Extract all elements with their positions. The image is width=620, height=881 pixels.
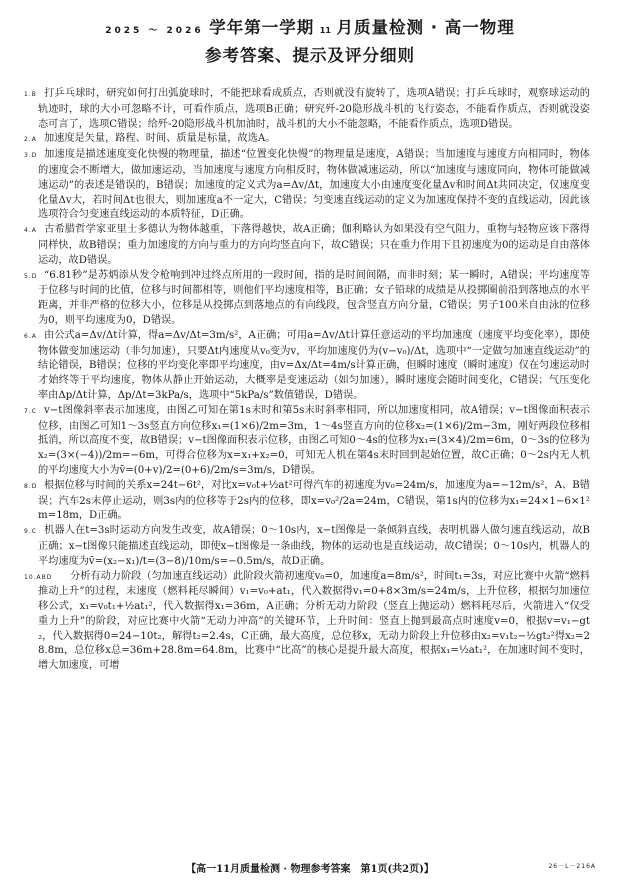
paper-code: 26－L－216A [548, 863, 596, 870]
answer-item [24, 570, 590, 675]
answer-item [24, 269, 590, 329]
answer-number: 5.D [24, 272, 38, 280]
answer-number: 8.D [24, 482, 38, 490]
answer-explanation: “6.81秒”是苏炳添从发令枪响到冲过终点所用的一段时间，指的是时间间隔，而非时刻；某一瞬时，A错误；平均速度等于位移与时间的比值，位移与时间都相等，则他们平均速度相等，B正确；女子铅球的成绩是从投掷圈前沿到落地点的水平距离，并非严格的位移大小，位移是从投掷点到落地点的有向线段，包含竖直方向分量，C错误；男子100米自由泳的位移为0，则平均速度为0，D错误。 [38, 269, 590, 326]
answer-explanation: 根据位移与时间的关系x=24t−6t²，对比x=v₀t+½at²可得汽车的初速度为v₀=24m/s，加速度为a=−12m/s²，A、B错误；汽车2s末停止运动，则3s内的位移等于2s内的位移，即x=v₀²/2a=24m，C错误，第1s内的位移为x₁=24×1−6×1²m=18m，D正确。 [38, 479, 590, 522]
answer-number: 9.C [24, 528, 37, 536]
answer-number: 6.A [24, 332, 37, 340]
answer-item [24, 148, 590, 223]
answer-subtitle: 参考答案、提示及评分细则 [205, 46, 415, 65]
answer-number: 3.D [24, 152, 38, 160]
answer-explanation: 打乒乓球时，研究如何打出弧旋球时，不能把球看成质点，否则就没有旋转了，选项A错误；打乒乓球时，观察球运动的轨迹时，球的大小可忽略不计，可看作质点，选项B正确；研究歼-20隐形战斗机的飞行姿态，不能看作质点，否则就没姿态可言了，选项C错误；给歼-20隐形战斗机加油时，战斗机的大小不能忽略，不能看作质点，选项D错误。 [38, 88, 590, 130]
month-number: 11 [319, 26, 331, 35]
answer-number: 1.B [24, 91, 37, 98]
page-footer: 【高一11月质量检测 · 物理参考答案 第1页(共2页)】 [186, 864, 434, 875]
semester-label: 学年第一学期 [209, 18, 315, 37]
answer-explanation: 分析有动力阶段（匀加速直线运动）此阶段火箭初速度v₀=0，加速度a=8m/s²，时间t₁=3s，对应比赛中火箭“燃料推动上升”的过程，末速度（燃料耗尽瞬间）v₁=v₀+at₁，代入数据得v₁=0+8×3m/s=24m/s，上升位移，根据匀加速位移公式，x₁=v₀t₁+½at₁²，代入数据得x₁=36m，A正确；分析无动力阶段（竖直上抛运动）燃料耗尽后，火箭进入“仅受重力上升”的阶段，对应比赛中火箭“无动力冲高”的关键环节，上升时间：竖直上抛到最高点时速度v=0，根据v=v₁−gt₂，代入数据得0=24−10t₂，解得t₂=2.4s，C正确，最大高度，总位移x，无动力阶段上升位移由x₂=v₁t₂−½gt₂²得x₂=28.8m，总位移x总=36m+28.8m=64.8m，比赛中“比高”的核心是提升最大高度，根据x₁=½at₁²，在加速时间不变时，增大加速度，可增 [38, 570, 590, 672]
answer-explanation: 古希腊哲学家亚里士多德认为物体越重，下落得越快，故A正确；伽利略认为如果没有空气阻力，重物与轻物应该下落得同样快，故B错误；重力加速度的方向与重力的方向均竖直向下，故C错误；只在重力作用下且初速度为0的运动是自由落体运动，故D错误。 [38, 224, 590, 266]
answer-item [24, 87, 590, 132]
answer-explanation: 由公式a=Δv/Δt计算，得a=Δv/Δt=3m/s²，A正确；可用a=Δv/Δt计算任意运动的平均加速度（速度平均变化率），即使物体做变加速运动（非匀加速），只要Δt内速度从v₀变为v，平均加速度仍为(v−v₀)/Δt，选项中“一定做匀加速直线运动”的结论错误，B错误；位移的平均变化率即平均速度，由v=Δx/Δt=4m/s计算正确，但瞬时速度（瞬时速度）仅在匀速运动时才始终等于平均速度，物体从静止开始运动，大概率是变速运动（如匀加速），瞬时速度会随时间变化，C错误；气压变化率由Δp/Δt计算，Δp/Δt=3kPa/s，选项中“5kPa/s”数值错误，D错误。 [38, 329, 590, 401]
answer-list [24, 87, 590, 674]
exam-name: 月质量检测 · 高一物理 [336, 18, 515, 37]
answer-explanation: 加速度是描述速度变化快慢的物理量，描述“位置变化快慢”的物理量是速度，A错误；当加速度与速度方向相同时，物体的速度会不断增大，做加速运动，当加速度与速度方向相反时，物体做减速运动，所以“加速度与速度同向，物体可能做减速运动”的表述是错误的，B错误；加速度的定义式为a=Δv/Δt，加速度大小由速度变化量Δv和时间Δt共同决定，仅速度变化量Δv大，若时间Δt也很大，则加速度a不一定大，C错误；匀变速直线运动的定义为加速度保持不变的直线运动，因此该选项符合匀变速直线运动的本质特征，D正确。 [38, 149, 590, 221]
answer-item [24, 132, 590, 148]
answer-item [24, 329, 590, 404]
answer-explanation: 加速度是矢量，路程、时间、质量是标量，故选A。 [44, 133, 276, 145]
school-year: 2025 ～ 2026 [105, 26, 204, 36]
answer-number: 2.A [24, 136, 37, 144]
answer-item [24, 404, 590, 479]
answer-number: 10.ABD [24, 573, 53, 581]
exam-title [0, 14, 620, 38]
answer-explanation: v−t图像斜率表示加速度，由图乙可知在第1s末时和第5s末时斜率相同，所以加速度相同，故A错误；v−t图像面积表示位移，由图乙可知1～3s竖直方向位移x₁=(1×6)/2m=3m，1～4s竖直方向的位移x₂=(1×6)/2m−3m，刚好两段位移相抵消，所以高度不变，故B错误；v−t图像面积表示位移，由图乙可知0～4s的位移为x₁=(3×4)/2m=6m，0～3s的位移为x₂=(3×(−4))/2m=−6m，可得合位移为x=x₁+x₂=0，可知无人机在第4s末时回到起始位置，故C正确；0～2s内无人机的平均速度大小为v̄=(0+v)/2=(0+6)/2m/s=3m/s，D错误。 [38, 404, 590, 476]
answer-item [24, 223, 590, 268]
answer-number: 7.C [24, 407, 37, 415]
answer-number: 4.A [24, 227, 37, 235]
answer-item [24, 479, 590, 524]
answer-explanation: 机器人在t=3s时运动方向发生改变，故A错误；0～10s内，x−t图像是一条倾斜直线，表明机器人做匀速直线运动，故B正确；x−t图像只能描述直线运动，即使x−t图像是一条曲线，物体的运动也是直线运动，故C错误；0～10s内，机器人的平均速度为v̄=(x₂−x₁)/t=(3−8)/10m/s=−0.5m/s，故D正确。 [38, 525, 590, 567]
answer-item [24, 524, 590, 569]
